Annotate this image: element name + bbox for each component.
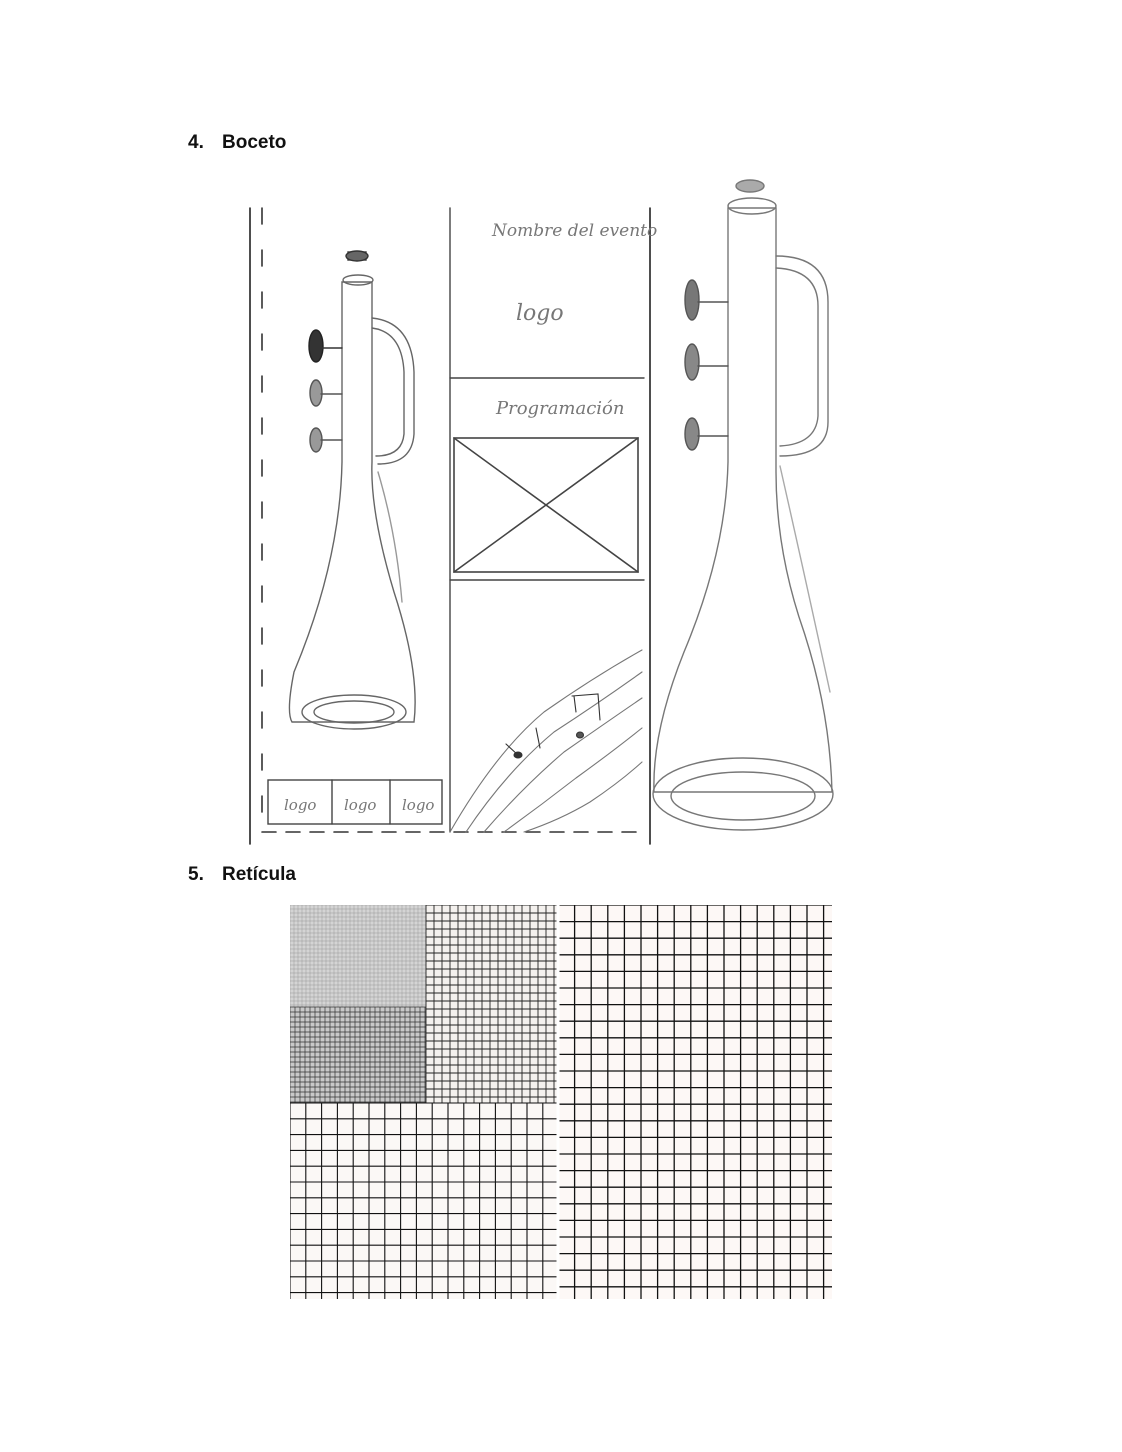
- grid-collage-figure: [290, 905, 832, 1299]
- section-number: 4.: [188, 132, 204, 153]
- footer-logo-1: logo: [284, 796, 317, 814]
- trumpet-illustration-right: [653, 198, 833, 830]
- section-number: 5.: [188, 864, 204, 885]
- event-name-label: Nombre del evento: [492, 221, 658, 241]
- image-placeholder: [454, 438, 638, 572]
- trumpet-valves-left: [309, 251, 368, 452]
- trumpet-illustration-left: [289, 275, 415, 729]
- footer-logo-3: logo: [402, 796, 435, 814]
- trumpet-valves-right: [685, 180, 764, 450]
- large-grid-panel-left: [290, 1103, 558, 1299]
- music-staff-illustration: [450, 650, 642, 832]
- footer-logo-2: logo: [344, 796, 377, 814]
- section-heading-reticula: [188, 864, 296, 886]
- section-title: Boceto: [222, 132, 287, 153]
- programming-label: Programación: [496, 398, 625, 419]
- section-title: Retícula: [222, 864, 296, 885]
- sketch-figure: [244, 172, 864, 852]
- dense-grid-panel: [290, 1007, 426, 1103]
- logo-label: logo: [516, 301, 564, 326]
- section-heading-boceto: [188, 132, 286, 154]
